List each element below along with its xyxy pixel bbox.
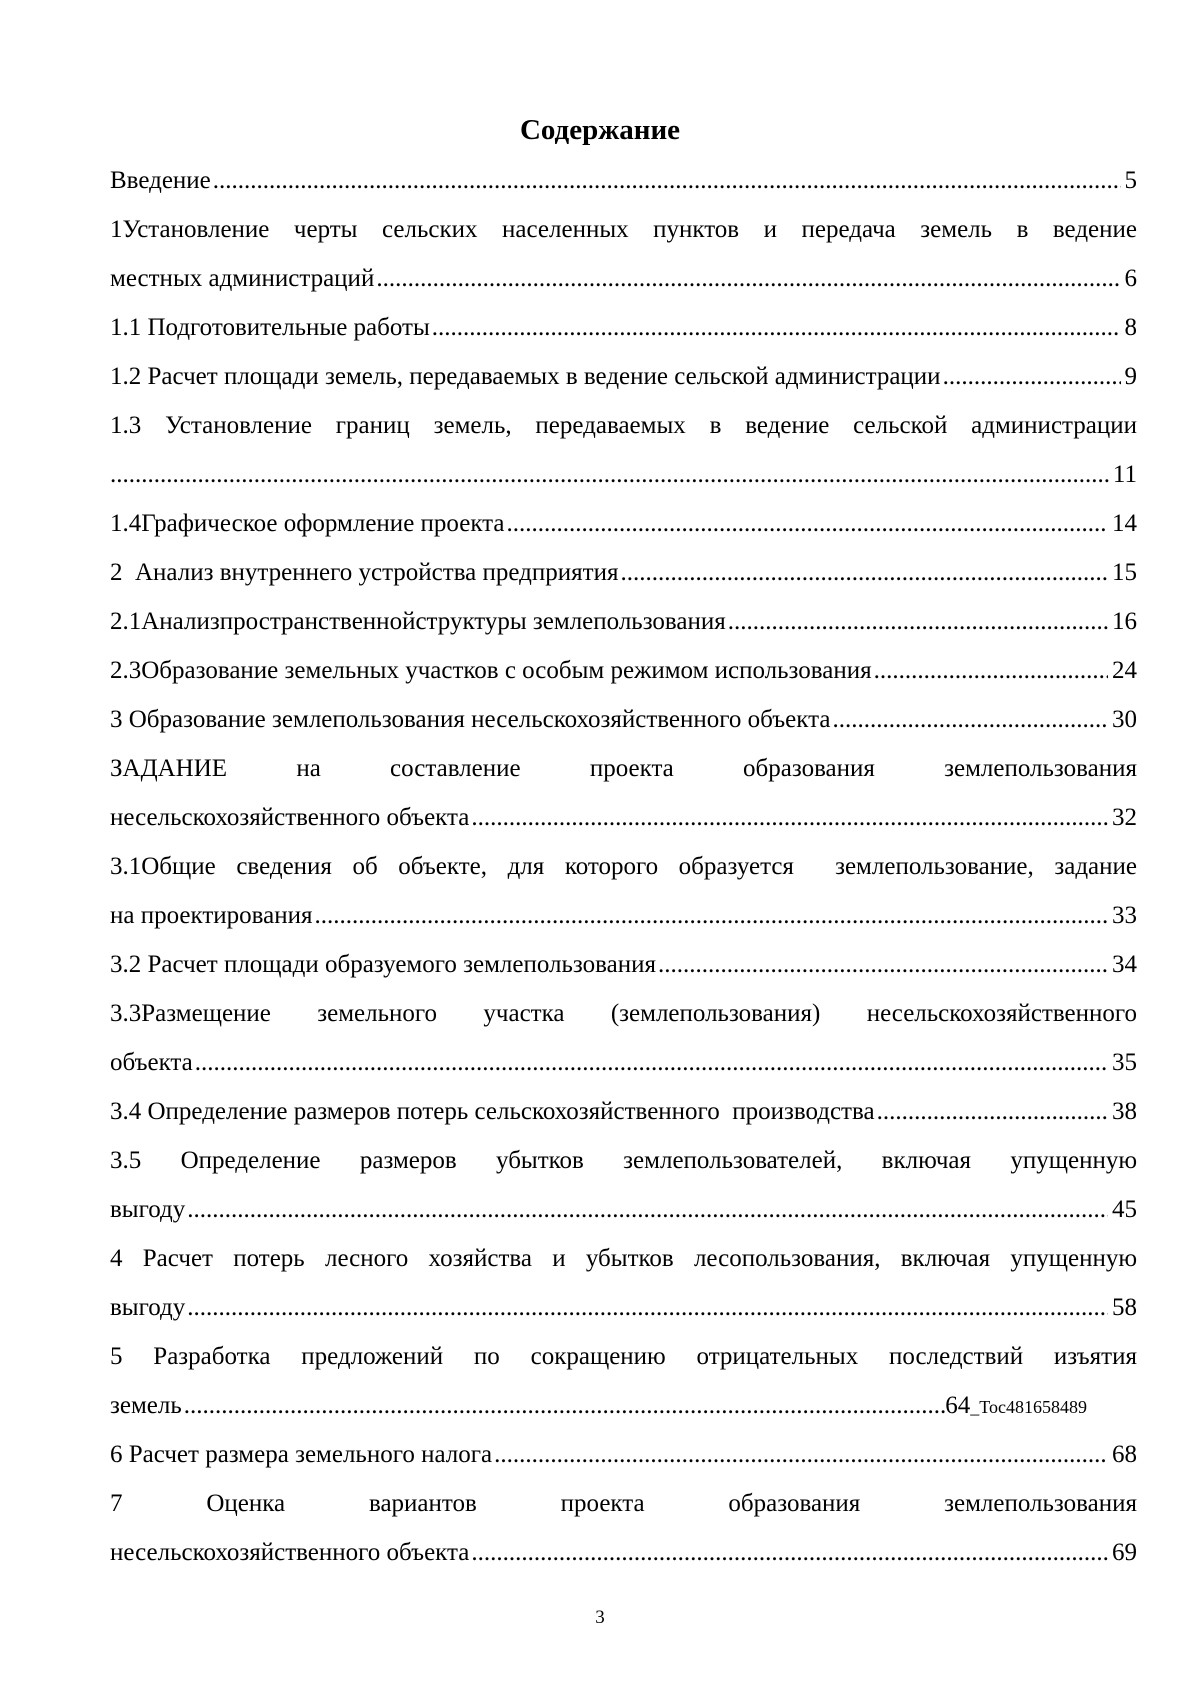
toc-entry-3-2[interactable] (110, 940, 1137, 989)
toc-entry-text[interactable]: 4 Расчет потерь лесного хозяйства и убытков лесопользования, включая упущенную (110, 1245, 1137, 1272)
dot-leader (506, 499, 1108, 548)
dot-leader (376, 254, 1120, 303)
toc-entry-text: 1.4Графическое оформление проекта (110, 510, 505, 537)
toc-page-number: 45 (1112, 1196, 1137, 1223)
toc-page-number: 68 (1112, 1441, 1137, 1468)
toc-title: Содержание (519, 114, 681, 146)
toc-entry-3-5[interactable] (110, 1185, 1137, 1234)
toc-page-number: 11 (1112, 461, 1137, 488)
toc-entry-1-4[interactable] (110, 499, 1137, 548)
toc-page-number: 9 (1124, 363, 1137, 390)
dot-leader (187, 1283, 1108, 1332)
toc-entry-text: 1.1 Подготовительные работы (110, 314, 430, 341)
toc-entry-text: 1.2 Расчет площади земель, передаваемых в ведение сельской администрации (110, 363, 941, 390)
toc-entry-text[interactable]: 3.5 Определение размеров убытков землепользователей, включая упущенную (110, 1147, 1137, 1174)
toc-entry-text[interactable]: 3.1Общие сведения об объекте, для которого образуется землепользование, задание (110, 853, 1137, 880)
toc-entry-text: 3 Образование землепользования несельскохозяйственного объекта (110, 706, 831, 733)
toc-page-number: 16 (1112, 608, 1137, 635)
toc-entry-text: на проектирования (110, 902, 313, 929)
toc-entry-5[interactable] (110, 1381, 1137, 1430)
toc-entry-text: 3.2 Расчет площади образуемого землепользования (110, 951, 656, 978)
toc-page-number: 32 (1112, 804, 1137, 831)
toc-entry-text: объекта (110, 1049, 193, 1076)
dot-leader (728, 597, 1108, 646)
toc-bookmark-code: _Toc481658489 (970, 1397, 1087, 1417)
toc-entry-text: выгоду (110, 1294, 186, 1321)
dot-leader (314, 891, 1108, 940)
toc-entry-text: 6 Расчет размера земельного налога (110, 1441, 493, 1468)
dot-leader (658, 940, 1108, 989)
toc-entry-1-1[interactable] (110, 303, 1137, 352)
toc-page-number: 34 (1112, 951, 1137, 978)
dot-leader (213, 156, 1121, 205)
dot-leader (195, 1038, 1108, 1087)
toc-entry-text[interactable]: 7 Оценка вариантов проекта образования землепользования (110, 1490, 1137, 1517)
toc-entry-4[interactable] (110, 1283, 1137, 1332)
dot-leader (471, 793, 1108, 842)
toc-entry-7[interactable] (110, 1528, 1137, 1577)
toc-entry-1-3[interactable] (110, 450, 1137, 499)
toc-page-number: 35 (1112, 1049, 1137, 1076)
dot-leader (471, 1528, 1108, 1577)
toc-entry-text: несельскохозяйственного объекта (110, 804, 470, 831)
toc-page-number: 64 (945, 1392, 971, 1419)
toc-entry-text: 2.3Образование земельных участков с особым режимом использования (110, 657, 872, 684)
toc-page-number: 69 (1112, 1539, 1137, 1566)
dot-leader (877, 1087, 1108, 1136)
toc-entry-3-3[interactable] (110, 1038, 1137, 1087)
toc-page-number: 38 (1112, 1098, 1137, 1125)
toc-entry-2[interactable] (110, 548, 1137, 597)
toc-entry-text[interactable]: 5 Разработка предложений по сокращению отрицательных последствий изъятия (110, 1343, 1137, 1370)
toc-entry-3-1[interactable] (110, 891, 1137, 940)
dot-leader (943, 352, 1121, 401)
dot-leader (187, 1185, 1108, 1234)
toc-entry-text[interactable]: ЗАДАНИЕ на составление проекта образования землепользования (110, 755, 1137, 782)
toc-entry-text[interactable]: 1Установление черты сельских населенных пунктов и передача земель в ведение (110, 216, 1137, 243)
dot-leader (494, 1430, 1108, 1479)
toc-entry-3-4[interactable] (110, 1087, 1137, 1136)
toc-entry-text: 2.1Анализпространственнойструктуры землепользования (110, 608, 726, 635)
toc-page-number: 8 (1124, 314, 1137, 341)
toc-entry-2-1[interactable] (110, 597, 1137, 646)
toc-entry-text: Введение (110, 167, 211, 194)
dot-leader (832, 695, 1108, 744)
dot-leader (184, 1381, 946, 1430)
toc-entry-2-3[interactable] (110, 646, 1137, 695)
toc-entry-text: местных администраций (110, 265, 375, 292)
dot-leader (432, 303, 1121, 352)
dot-leader (620, 548, 1108, 597)
toc-page-number: 58 (1112, 1294, 1137, 1321)
dot-leader (110, 450, 1109, 499)
toc-entry-1-2[interactable] (110, 352, 1137, 401)
toc-entry-text: 2 Анализ внутреннего устройства предприятия (110, 559, 619, 586)
toc-entry-text: выгоду (110, 1196, 186, 1223)
toc-entry-text: несельскохозяйственного объекта (110, 1539, 470, 1566)
toc-entry-text[interactable]: 3.3Размещение земельного участка (землепользования) несельскохозяйственного (110, 1000, 1137, 1027)
toc-entry-text: земель (110, 1392, 182, 1419)
toc-page-number: 24 (1112, 657, 1137, 684)
dot-leader (874, 646, 1108, 695)
toc-page-number: 15 (1112, 559, 1137, 586)
table-of-contents (110, 156, 1137, 1577)
toc-page-number: 6 (1124, 265, 1137, 292)
toc-entry-assignment[interactable] (110, 793, 1137, 842)
toc-entry-6[interactable] (110, 1430, 1137, 1479)
toc-entry-text: 3.4 Определение размеров потерь сельскохозяйственного производства (110, 1098, 875, 1125)
toc-entry-3[interactable] (110, 695, 1137, 744)
toc-page-number: 33 (1112, 902, 1137, 929)
toc-page-number: 14 (1112, 510, 1137, 537)
toc-entry-text[interactable]: 1.3 Установление границ земель, передаваемых в ведение сельской администрации (110, 412, 1137, 439)
toc-entry-1[interactable] (110, 254, 1137, 303)
toc-page-number: 5 (1124, 167, 1137, 194)
toc-page-group (945, 1381, 1087, 1430)
toc-entry-introduction[interactable] (110, 156, 1137, 205)
toc-page-number: 30 (1112, 706, 1137, 733)
page-number: 3 (595, 1607, 605, 1628)
